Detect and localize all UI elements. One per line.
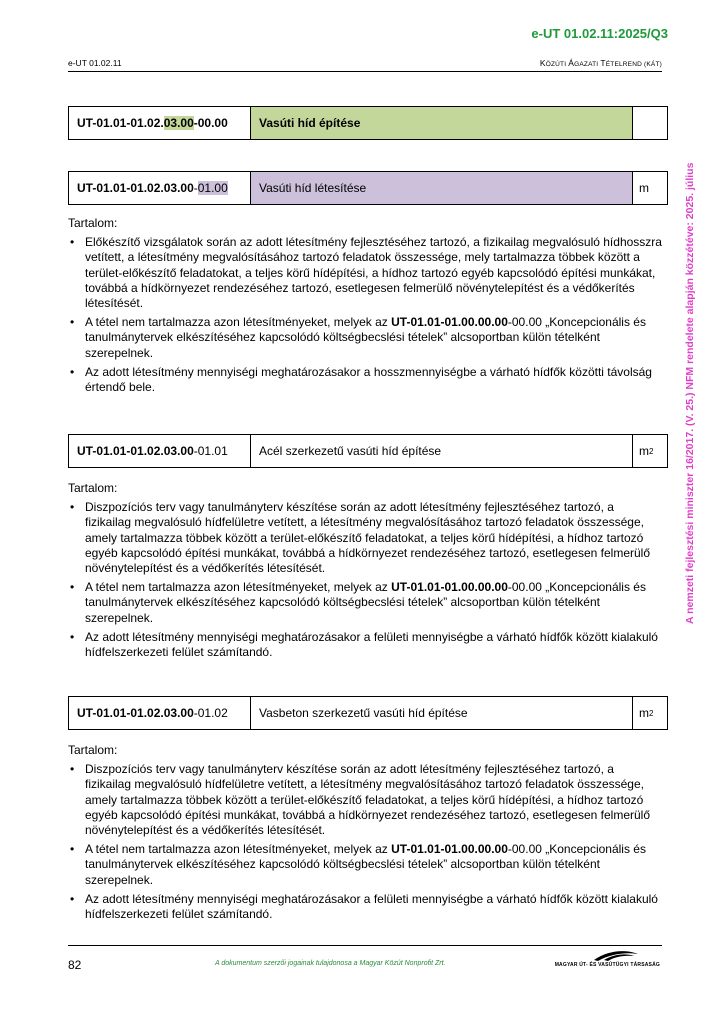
item-unit-sup: 2 (649, 446, 654, 456)
footer-rule (68, 945, 662, 946)
item-unit: m (639, 181, 649, 195)
header-right-part1: ÖZÚTI (545, 61, 569, 68)
list-item: • Az adott létesítmény mennyiségi meghatározásakor a felületi mennyiségbe a várható hídfők között kialakuló hídfelszerkezeti felület számítandó. (68, 892, 662, 922)
header-right-k: K (539, 58, 546, 68)
list-item: • Diszpozíciós terv vagy tanulmányterv készítése során az adott létesítmény fejlesztéséhez tartozó, a fizikailag megvalósuló hídfelületre vetített, a létesítmény megvalósításához tartozó feladatok összessége, amely tartalmazza többek között a terület-előkészítő feladatokat, a teljes körű hídépítési, a hídhoz tartozó egyéb kapcsolódó építési munkákat, továbbá a hídkörnyezet rendezéséhez tartozó, esetlegesen felmerülő növénytelepítést és a védőkerítés létesítését. (68, 500, 662, 576)
item-table-4 (68, 696, 668, 730)
item-name-cell (251, 697, 633, 729)
item-unit-cell (633, 107, 667, 139)
copyright-note: A dokumentum szerzői jogainak tulajdonosa a Magyar Közút Nonprofit Zrt. (215, 960, 446, 967)
item-unit-cell (633, 697, 667, 729)
item-unit-cell (633, 172, 667, 204)
list-item (68, 580, 662, 626)
section-heading: Tartalom: (68, 743, 118, 757)
header-right-part4: T (600, 58, 606, 68)
bullet-text-pre: A tétel nem tartalmazza azon létesítményeket, melyek az (85, 315, 392, 330)
header-right-part2: Á (568, 58, 575, 68)
item-code-cell (69, 172, 251, 204)
content-section-2 (68, 481, 662, 664)
item-name: Vasúti híd létesítése (259, 181, 367, 195)
bullet-list (68, 500, 662, 660)
item-table-1 (68, 106, 668, 140)
bullet-text-code: UT-01.01-01.00.00.00 (391, 315, 508, 330)
item-unit-cell (633, 435, 667, 467)
item-code-prefix: UT-01.01-01.02. (77, 116, 164, 130)
item-name-cell (251, 435, 633, 467)
item-unit: m (639, 706, 649, 720)
list-item: • Az adott létesítmény mennyiségi meghatározásakor a hosszmennyiségbe a várható hídfők közötti távolság értendő bele. (68, 365, 662, 395)
section-heading: Tartalom: (68, 481, 118, 495)
item-name-cell (251, 172, 633, 204)
header-left-text: e-UT 01.02.11 (68, 58, 122, 68)
bullet-text-post: -00.00 „Koncepcionális és tanulmánytervek elkészítéséhez kapcsolódó költségbecslési tételek” alcsoportban külön tételként szerepelnek. (85, 842, 646, 887)
item-unit: m (639, 444, 649, 458)
list-item (68, 315, 662, 361)
item-table-3 (68, 434, 668, 468)
item-name: Vasbeton szerkezetű vasúti híd építése (259, 706, 468, 720)
item-code-bold: UT-01.01-01.02.03.00 (77, 706, 194, 720)
header-right-text (540, 58, 662, 68)
item-code-rest: -01.01 (193, 444, 228, 458)
header-right-part5: ÉTELREND (KÁT) (605, 61, 662, 68)
bullet-list (68, 235, 662, 395)
item-name: Vasúti híd építése (259, 116, 361, 130)
item-code-highlight: 03.00 (163, 116, 194, 130)
content-section-3 (68, 743, 662, 926)
item-unit-sup: 2 (649, 708, 654, 718)
bullet-text-pre: A tétel nem tartalmazza azon létesítményeket, melyek az (85, 580, 392, 595)
item-code-suffix: -00.00 (193, 116, 228, 130)
section-heading: Tartalom: (68, 216, 118, 230)
bullet-text-code: UT-01.01-01.00.00.00 (391, 580, 508, 595)
bullet-text-pre: A tétel nem tartalmazza azon létesítményeket, melyek az (85, 842, 392, 857)
header-rule (68, 71, 662, 72)
bullet-text-code: UT-01.01-01.00.00.00 (391, 842, 508, 857)
item-code-highlight: 01.00 (197, 181, 228, 195)
item-code-mid: - (193, 181, 198, 195)
item-code-cell (69, 697, 251, 729)
item-code-rest: -01.02 (193, 706, 228, 720)
list-item: • Az adott létesítmény mennyiségi meghatározásakor a felületi mennyiségbe a várható hídfők között kialakuló hídfelszerkezeti felület számítandó. (68, 630, 662, 660)
document-id: e-UT 01.02.11:2025/Q3 (531, 26, 668, 41)
logo-text: MAGYAR ÚT- ÉS VASÚTÜGYI TÁRSASÁG (554, 962, 660, 968)
organization-logo-icon (564, 948, 660, 972)
side-publication-note: A nemzeti fejlesztési miniszter 16/2017. (V. 25.) NFM rendelete alapján közzétéve: 2025. július (684, 162, 696, 624)
item-table-2 (68, 171, 668, 205)
list-item: • Diszpozíciós terv vagy tanulmányterv készítése során az adott létesítmény fejlesztéséhez tartozó, a fizikailag megvalósuló hídfelületre vetített, a létesítmény megvalósításához tartozó feladatok összessége, amely tartalmazza többek között a terület-előkészítő feladatokat, a teljes körű hídépítési, a hídhoz tartozó egyéb kapcsolódó építési munkákat, továbbá a hídkörnyezet rendezéséhez tartozó, esetlegesen felmerülő növénytelepítést és a védőkerítés létesítését. (68, 762, 662, 838)
bullet-list (68, 762, 662, 922)
bullet-text-post: -00.00 „Koncepcionális és tanulmánytervek elkészítéséhez kapcsolódó költségbecslési tételek” alcsoportban külön tételként szerepelnek. (85, 580, 646, 625)
bullet-text-post: -00.00 „Koncepcionális és tanulmánytervek elkészítéséhez kapcsolódó költségbecslési tételek” alcsoportban külön tételként szerepelnek. (85, 315, 646, 360)
item-code-cell (69, 107, 251, 139)
item-code-bold: UT-01.01-01.02.03.00 (77, 444, 194, 458)
header-right-part3: GAZATI (574, 61, 601, 68)
item-code-cell (69, 435, 251, 467)
item-code-prefix: UT-01.01-01.02.03.00 (77, 181, 194, 195)
list-item (68, 842, 662, 888)
page-number: 82 (68, 958, 82, 972)
content-section-1 (68, 216, 662, 399)
item-name: Acél szerkezetű vasúti híd építése (259, 444, 442, 458)
item-name-cell (251, 107, 633, 139)
list-item: • Előkészítő vizsgálatok során az adott létesítmény fejlesztéséhez tartozó, a fizikailag megvalósuló hídhosszra vetített, a létesítmény megvalósításához tartozó feladatok összessége, mely tartalmazza többek között a terület-előkészítő feladatokat, a teljes körű hídépítési, a hídhoz tartozó egyéb kapcsolódó építési munkákat, továbbá a hídkörnyezet rendezéséhez tartozó, esetlegesen felmerülő növénytelepítést és a védőkerítés létesítését. (68, 235, 662, 311)
